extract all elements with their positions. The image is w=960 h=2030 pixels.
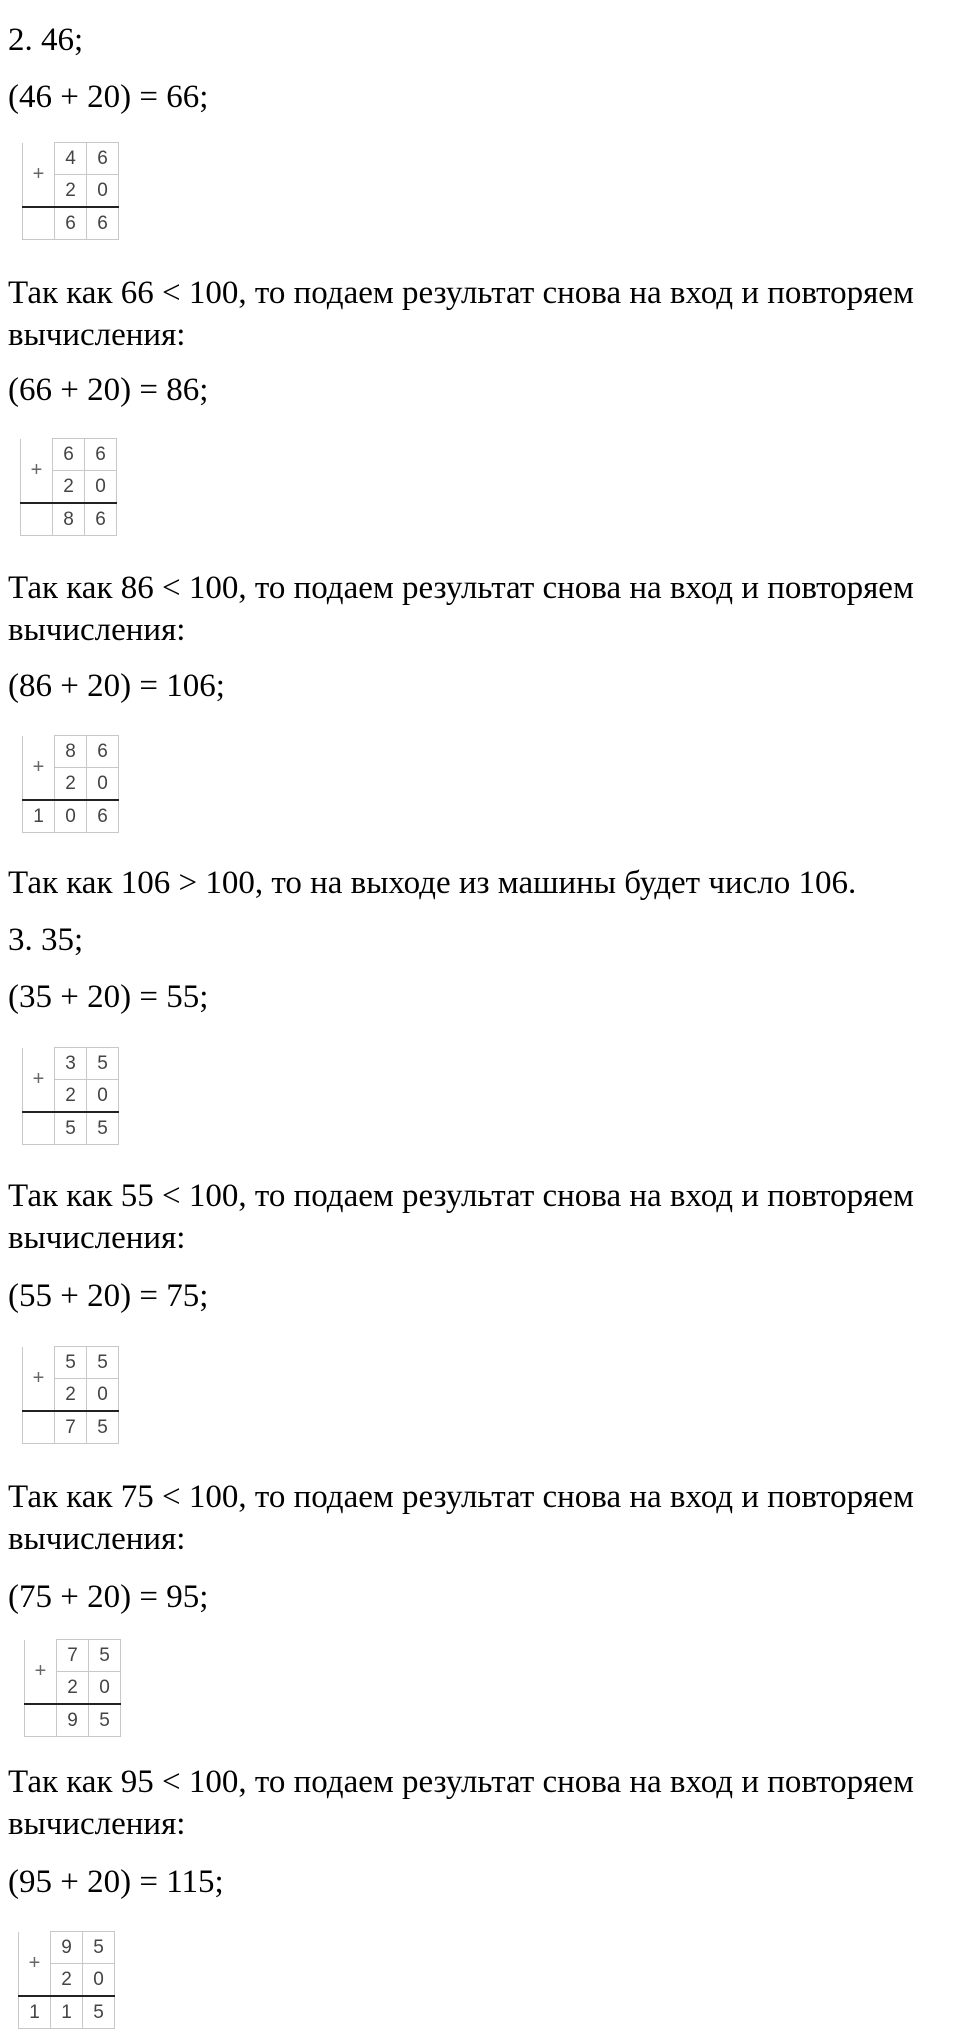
explanation-line: Так как 95 < 100, то подаем результат снова на вход и повторяем [8, 1764, 914, 1800]
column-addition-grid: + 9 5 2 0 1 1 5 [18, 1931, 115, 2029]
task-number-2: 2. 46; [8, 22, 84, 58]
explanation-line: Так как 75 < 100, то подаем результат снова на вход и повторяем [8, 1479, 914, 1515]
column-addition-grid: + 6 6 2 0 8 6 [20, 438, 117, 536]
equation-line: (66 + 20) = 86; [8, 372, 209, 408]
explanation-line: Так как 66 < 100, то подаем результат снова на вход и повторяем [8, 275, 914, 311]
equation-line: (46 + 20) = 66; [8, 79, 209, 115]
task-number-3: 3. 35; [8, 922, 84, 958]
column-addition-grid: + 4 6 2 0 6 6 [22, 142, 119, 240]
plus-sign: + [25, 1640, 57, 1705]
equation-line: (86 + 20) = 106; [8, 668, 225, 704]
equation-line: (55 + 20) = 75; [8, 1278, 209, 1314]
plus-sign: + [23, 1347, 55, 1412]
explanation-line: Так как 86 < 100, то подаем результат снова на вход и повторяем [8, 570, 914, 606]
plus-sign: + [21, 439, 53, 504]
column-addition-grid: + 3 5 2 0 5 5 [22, 1047, 119, 1145]
equation-line: (35 + 20) = 55; [8, 979, 209, 1015]
plus-sign: + [23, 1048, 55, 1113]
explanation-line: вычисления: [8, 1806, 186, 1842]
conclusion-line: Так как 106 > 100, то на выходе из машины будет число 106. [8, 865, 857, 901]
plus-sign: + [23, 736, 55, 801]
explanation-line: вычисления: [8, 612, 186, 648]
equation-line: (75 + 20) = 95; [8, 1579, 209, 1615]
column-addition-grid: + 8 6 2 0 1 0 6 [22, 735, 119, 833]
equation-line: (95 + 20) = 115; [8, 1864, 224, 1900]
explanation-line: вычисления: [8, 1220, 186, 1256]
explanation-line: вычисления: [8, 1521, 186, 1557]
column-addition-grid: + 7 5 2 0 9 5 [24, 1639, 121, 1737]
plus-sign: + [23, 143, 55, 208]
column-addition-grid: + 5 5 2 0 7 5 [22, 1346, 119, 1444]
plus-sign: + [19, 1932, 51, 1997]
explanation-line: Так как 55 < 100, то подаем результат снова на вход и повторяем [8, 1178, 914, 1214]
explanation-line: вычисления: [8, 317, 186, 353]
